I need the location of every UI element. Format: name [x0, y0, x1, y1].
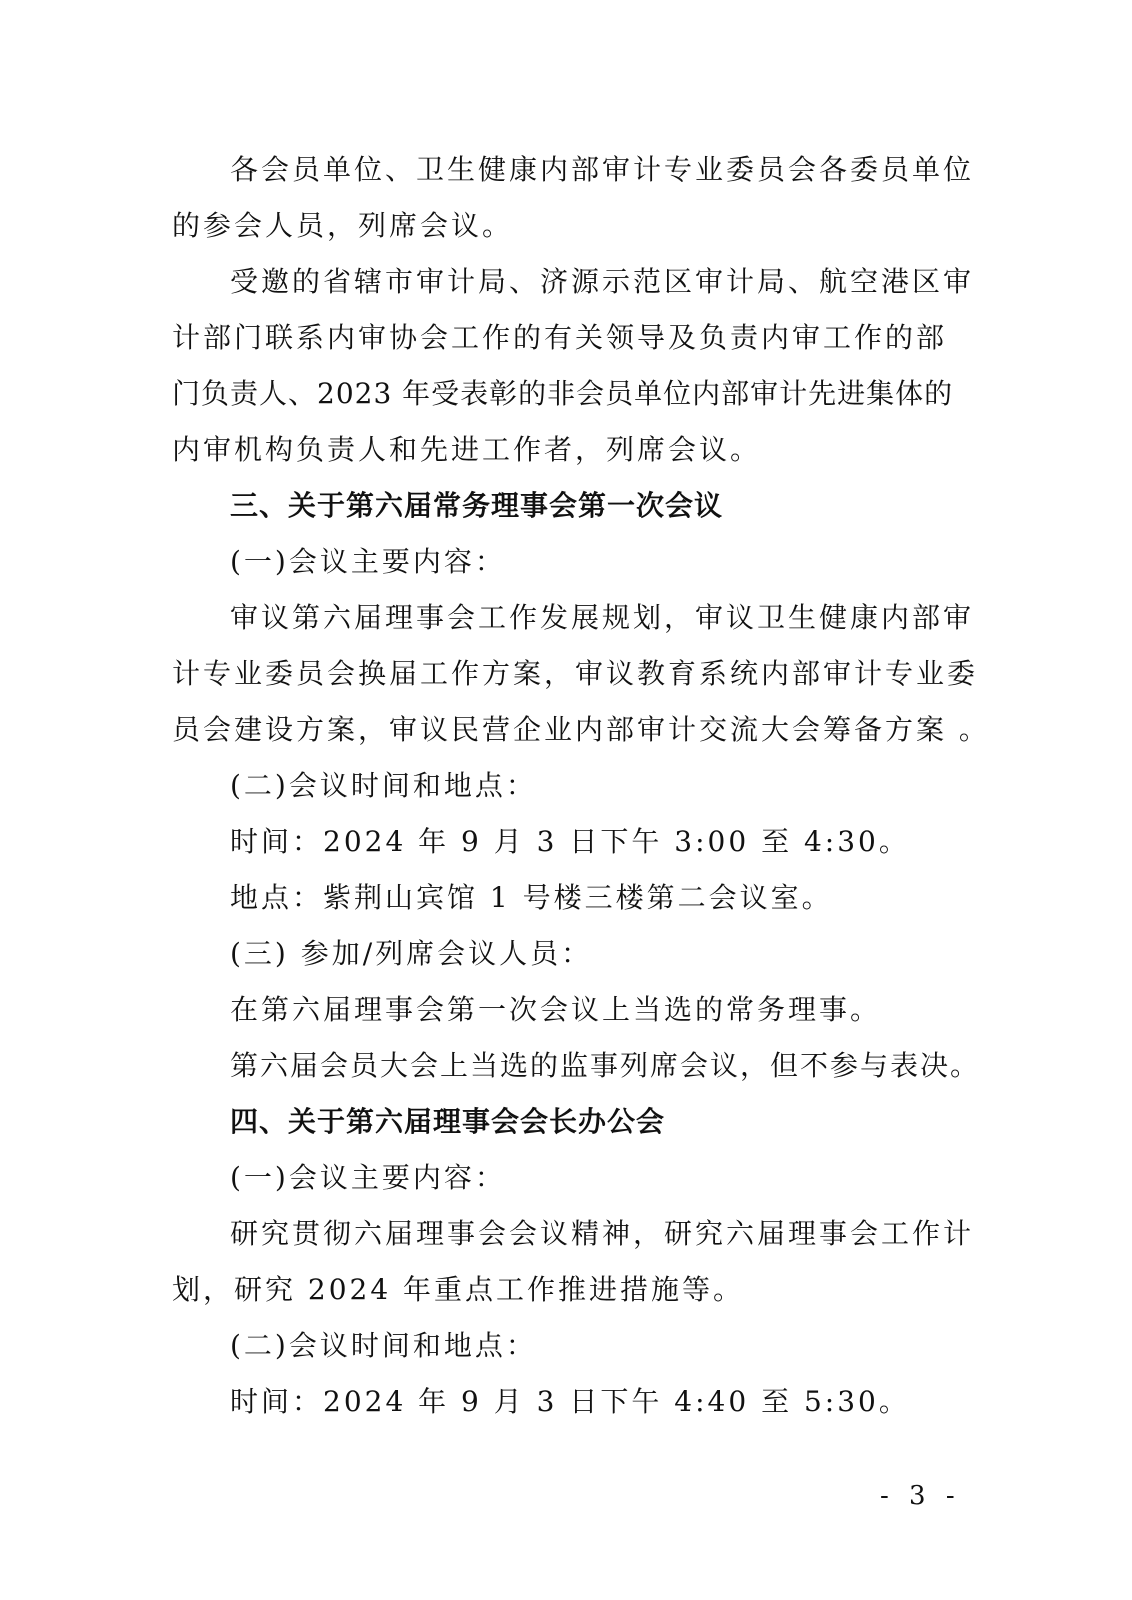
meeting-time: 时间：2024 年 9 月 3 日下午 4:40 至 5:30。: [230, 1385, 910, 1418]
paragraph-line: 审议第六届理事会工作发展规划，审议卫生健康内部审: [230, 601, 975, 634]
paragraph-line: 划，研究 2024 年重点工作推进措施等。: [172, 1273, 745, 1306]
paragraph-line: 的参会人员，列席会议。: [172, 209, 514, 242]
paragraph-line: 研究贯彻六届理事会会议精神，研究六届理事会工作计: [230, 1217, 975, 1250]
meeting-location: 地点：紫荆山宾馆 1 号楼三楼第二会议室。: [230, 881, 833, 914]
paragraph-line: 内审机构负责人和先进工作者，列席会议。: [172, 433, 762, 466]
subsection-heading: (三) 参加/列席会议人员：: [230, 937, 593, 970]
section-heading-four: 四、关于第六届理事会会长办公会: [230, 1105, 666, 1138]
paragraph-line: 受邀的省辖市审计局、济源示范区审计局、航空港区审: [230, 265, 975, 298]
subsection-heading: (一)会议主要内容：: [230, 1161, 506, 1194]
paragraph-line: 计专业委员会换届工作方案，审议教育系统内部审计专业委: [172, 657, 979, 690]
subsection-heading: (二)会议时间和地点：: [230, 1329, 537, 1362]
section-heading-three: 三、关于第六届常务理事会第一次会议: [230, 489, 724, 522]
paragraph-line: 在第六届理事会第一次会议上当选的常务理事。: [230, 993, 882, 1026]
paragraph-line: 第六届会员大会上当选的监事列席会议，但不参与表决。: [230, 1049, 981, 1082]
subsection-heading: (一)会议主要内容：: [230, 545, 506, 578]
paragraph-line: 员会建设方案，审议民营企业内部审计交流大会筹备方案 。: [172, 713, 990, 746]
paragraph-line: 各会员单位、卫生健康内部审计专业委员会各委员单位: [230, 153, 975, 186]
paragraph-line: 门负责人、2023 年受表彰的非会员单位内部审计先进集体的: [172, 377, 954, 410]
meeting-time: 时间：2024 年 9 月 3 日下午 3:00 至 4:30。: [230, 825, 910, 858]
paragraph-line: 计部门联系内审协会工作的有关领导及负责内审工作的部: [172, 321, 948, 354]
subsection-heading: (二)会议时间和地点：: [230, 769, 537, 802]
page-number: - 3 -: [880, 1481, 961, 1511]
